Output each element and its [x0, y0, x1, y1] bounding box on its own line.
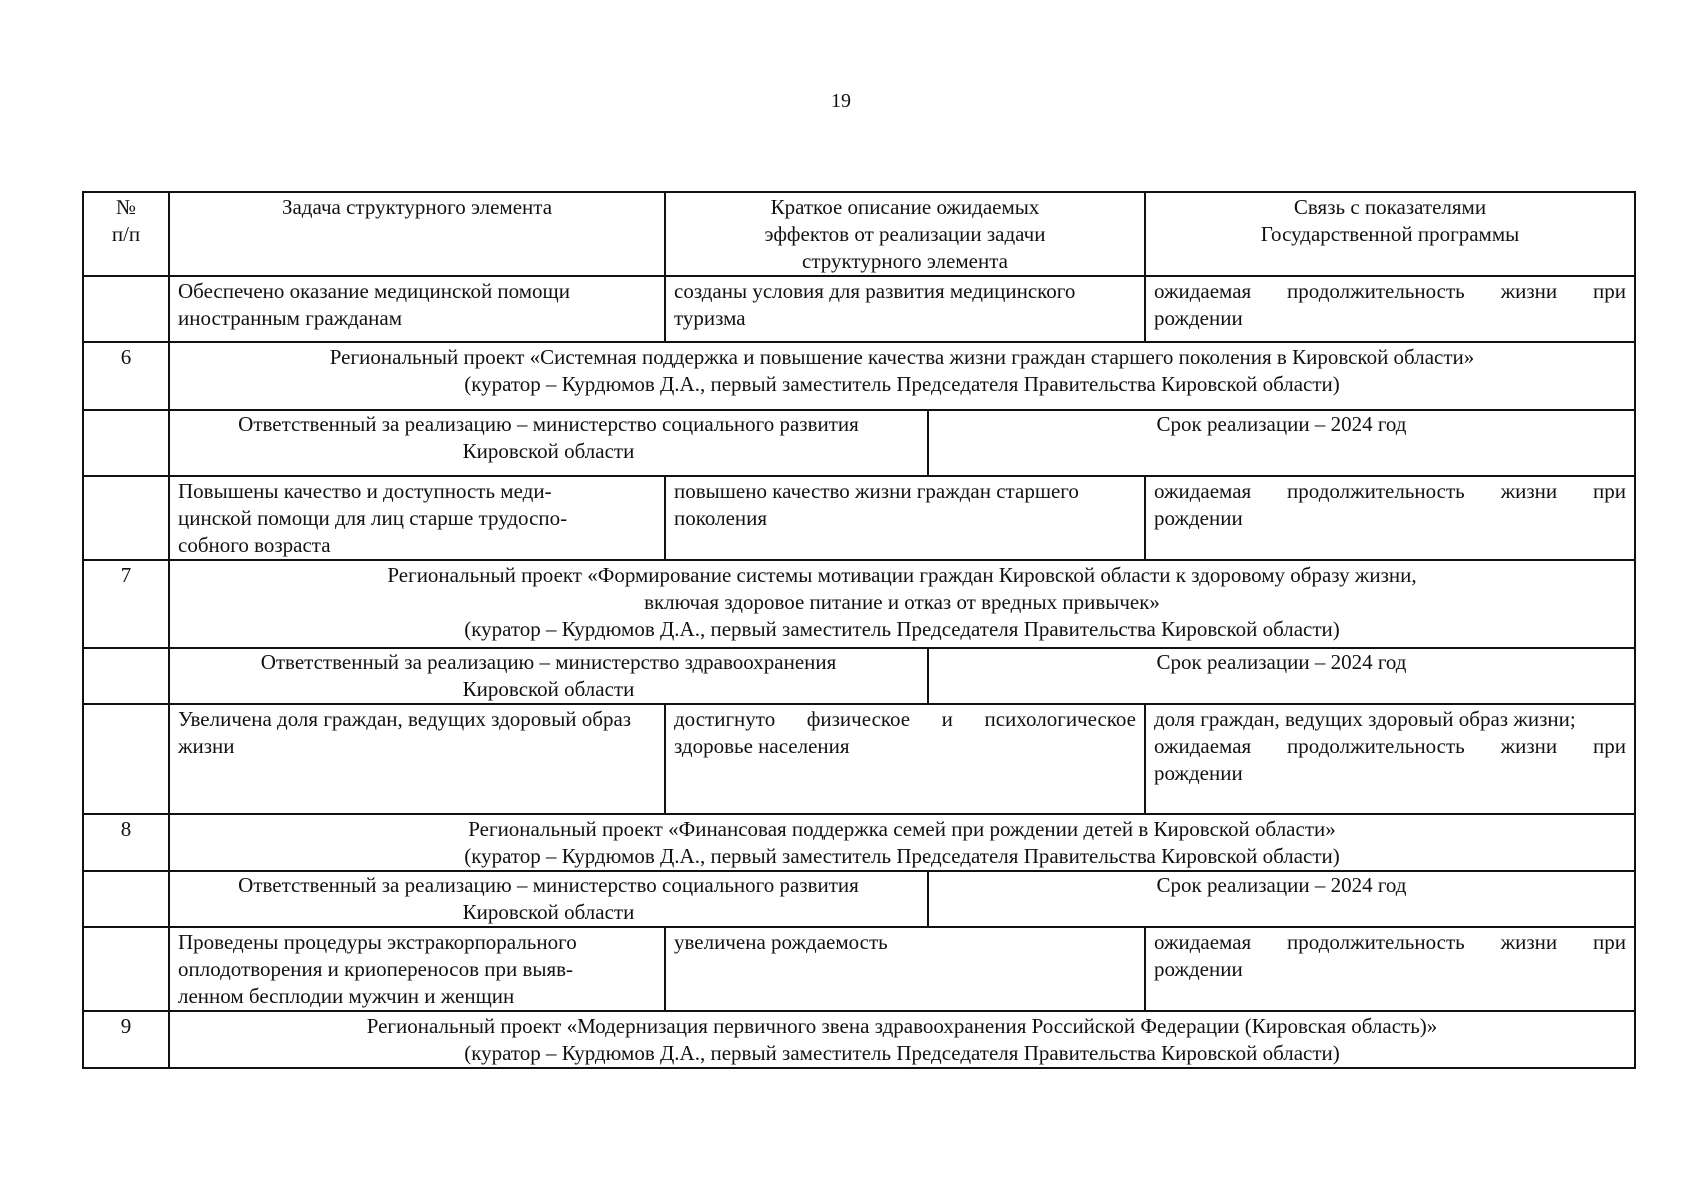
responsible-cell: Ответственный за реализацию – министерство здравоохранения Кировской области [170, 649, 928, 703]
effect-cell: повышено качество жизни граждан старшего поколения [665, 476, 1145, 560]
term-cell: Срок реализации – 2024 год [1156, 412, 1407, 436]
link-cell: доля граждан, ведущих здоровый образ жизни; ожидаемая продолжительность жизни при рождении [1145, 704, 1635, 814]
project-title: Региональный проект «Модернизация первичного звена здравоохранения Российской Федерации (Кировская область)» (куратор – Курдюмов Д.А., первый заместитель Председателя Правительства Кировской области) [169, 1011, 1635, 1068]
task-cell: Повышены качество и доступность меди- цинской помощи для лиц старше трудоспо- собного возраста [169, 476, 665, 560]
project-num: 8 [83, 814, 169, 871]
table-row [83, 704, 1635, 814]
project-row [83, 560, 1635, 648]
effect-cell: увеличена рождаемость [665, 927, 1145, 1011]
responsible-cell: Ответственный за реализацию – министерство социального развития Кировской области [170, 872, 928, 926]
header-link: Связь с показателями Государственной программы [1145, 192, 1635, 276]
responsible-cell: Ответственный за реализацию – министерство социального развития Кировской области [170, 411, 928, 475]
table-row [83, 927, 1635, 1011]
num-cell [83, 476, 169, 560]
project-title: Региональный проект «Системная поддержка и повышение качества жизни граждан старшего поколения в Кировской области» (куратор – Курдюмов Д.А., первый заместитель Председателя Правительства Кировской области) [169, 342, 1635, 410]
table-row [83, 476, 1635, 560]
num-cell [83, 276, 169, 342]
project-num: 6 [83, 342, 169, 410]
header-effects: Краткое описание ожидаемых эффектов от реализации задачи структурного элемента [665, 192, 1145, 276]
table-header-row [83, 192, 1635, 276]
task-cell: Проведены процедуры экстракорпорального оплодотворения и криопереносов при выяв- ленном бесплодии мужчин и женщин [169, 927, 665, 1011]
table-row [83, 276, 1635, 342]
project-row [83, 342, 1635, 410]
project-row [83, 814, 1635, 871]
term-cell: Срок реализации – 2024 год [1156, 873, 1407, 897]
num-cell [83, 704, 169, 814]
project-num: 7 [83, 560, 169, 648]
term-cell: Срок реализации – 2024 год [1156, 650, 1407, 674]
page-number: 19 [831, 90, 851, 112]
project-title: Региональный проект «Формирование системы мотивации граждан Кировской области к здоровому образу жизни, включая здоровое питание и отказ от вредных привычек» (куратор – Курдюмов Д.А., первый заместитель Председателя Правительства Кировской области) [169, 560, 1635, 648]
responsible-row [83, 410, 1635, 476]
project-num: 9 [83, 1011, 169, 1068]
link-cell: ожидаемая продолжительность жизни при рождении [1145, 476, 1635, 560]
num-cell [83, 927, 169, 1011]
num-cell [83, 871, 169, 927]
num-cell [83, 410, 169, 476]
header-task: Задача структурного элемента [169, 192, 665, 276]
task-cell: Увеличена доля граждан, ведущих здоровый образ жизни [169, 704, 665, 814]
header-num: № п/п [83, 192, 169, 276]
project-row [83, 1011, 1635, 1068]
num-cell [83, 648, 169, 704]
link-cell: ожидаемая продолжительность жизни при рождении [1145, 276, 1635, 342]
structural-elements-table [82, 191, 1636, 1069]
responsible-row [83, 871, 1635, 927]
responsible-row [83, 648, 1635, 704]
task-cell: Обеспечено оказание медицинской помощи иностранным гражданам [169, 276, 665, 342]
effect-cell: достигнуто физическое и психологическое здоровье населения [665, 704, 1145, 814]
project-title: Региональный проект «Финансовая поддержка семей при рождении детей в Кировской области» (куратор – Курдюмов Д.А., первый заместитель Председателя Правительства Кировской области) [169, 814, 1635, 871]
effect-cell: созданы условия для развития медицинского туризма [665, 276, 1145, 342]
link-cell: ожидаемая продолжительность жизни при рождении [1145, 927, 1635, 1011]
